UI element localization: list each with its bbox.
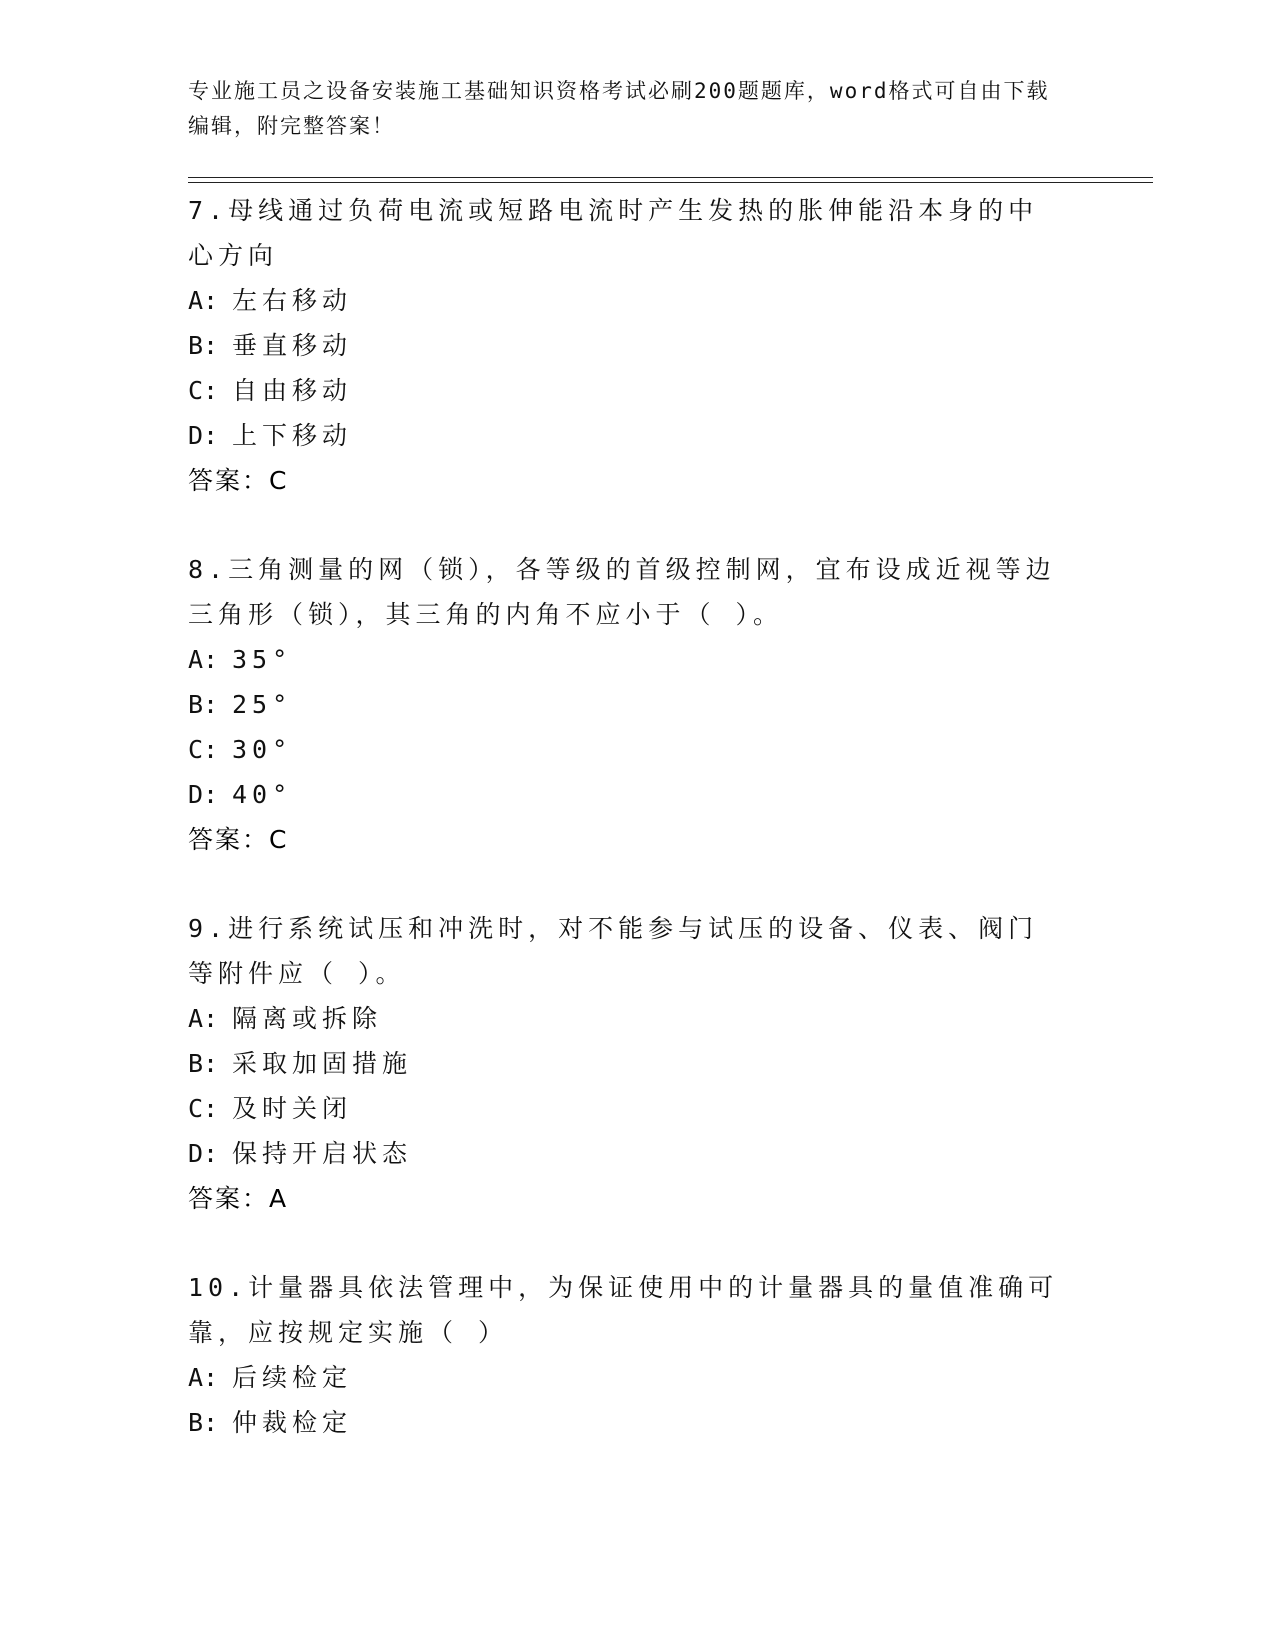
answer-line: 答案：A — [188, 1184, 289, 1213]
option-letter: A: — [188, 1004, 219, 1033]
option-a — [188, 637, 1068, 682]
option-d — [188, 772, 1068, 817]
option-a — [188, 278, 1068, 323]
option-text: 保持开启状态 — [232, 1139, 413, 1168]
header-divider-top — [188, 177, 1153, 178]
option-text: 隔离或拆除 — [232, 1004, 383, 1033]
question-stem: 10.计量器具依法管理中，为保证使用中的计量器具的量值准确可靠，应按规定实施（ ） — [188, 1273, 1059, 1347]
option-text: 垂直移动 — [232, 331, 353, 360]
question-stem: 9.进行系统试压和冲洗时，对不能参与试压的设备、仪表、阀门等附件应（ ）。 — [188, 914, 1039, 988]
question-stem: 7.母线通过负荷电流或短路电流时产生发热的胀伸能沿本身的中心方向 — [188, 196, 1039, 270]
option-a — [188, 996, 1068, 1041]
question-item — [188, 1265, 1068, 1445]
option-letter: C: — [188, 1094, 219, 1123]
option-text: 30° — [232, 735, 293, 764]
option-letter: B: — [188, 1408, 219, 1437]
option-b — [188, 1400, 1068, 1445]
option-letter: C: — [188, 376, 219, 405]
question-list — [188, 188, 1068, 1489]
option-b — [188, 323, 1068, 368]
option-text: 后续检定 — [232, 1363, 353, 1392]
question-item — [188, 547, 1068, 862]
option-letter: B: — [188, 331, 219, 360]
document-header: 专业施工员之设备安装施工基础知识资格考试必刷200题题库，word格式可自由下载编辑，附完整答案！ — [188, 79, 1050, 138]
question-item — [188, 188, 1068, 503]
option-text: 上下移动 — [232, 421, 353, 450]
option-a — [188, 1355, 1068, 1400]
option-c — [188, 368, 1068, 413]
option-letter: B: — [188, 1049, 219, 1078]
option-text: 左右移动 — [232, 286, 353, 315]
option-b — [188, 1041, 1068, 1086]
question-stem: 8.三角测量的网（锁），各等级的首级控制网，宜布设成近视等边三角形（锁），其三角的内角不应小于（ ）。 — [188, 555, 1056, 629]
option-text: 仲裁检定 — [232, 1408, 353, 1437]
option-b — [188, 682, 1068, 727]
option-text: 25° — [232, 690, 293, 719]
option-letter: B: — [188, 690, 219, 719]
option-text: 40° — [232, 780, 293, 809]
option-letter: D: — [188, 780, 219, 809]
option-letter: A: — [188, 286, 219, 315]
option-letter: A: — [188, 645, 219, 674]
option-c — [188, 727, 1068, 772]
option-c — [188, 1086, 1068, 1131]
answer-line: 答案：C — [188, 825, 289, 854]
header-divider-bottom — [188, 182, 1153, 183]
question-item — [188, 906, 1068, 1221]
option-letter: D: — [188, 421, 219, 450]
answer-line: 答案：C — [188, 466, 289, 495]
option-d — [188, 413, 1068, 458]
option-text: 自由移动 — [232, 376, 353, 405]
option-text: 及时关闭 — [232, 1094, 353, 1123]
option-text: 采取加固措施 — [232, 1049, 413, 1078]
option-letter: C: — [188, 735, 219, 764]
option-letter: D: — [188, 1139, 219, 1168]
option-text: 35° — [232, 645, 293, 674]
option-letter: A: — [188, 1363, 219, 1392]
option-d — [188, 1131, 1068, 1176]
